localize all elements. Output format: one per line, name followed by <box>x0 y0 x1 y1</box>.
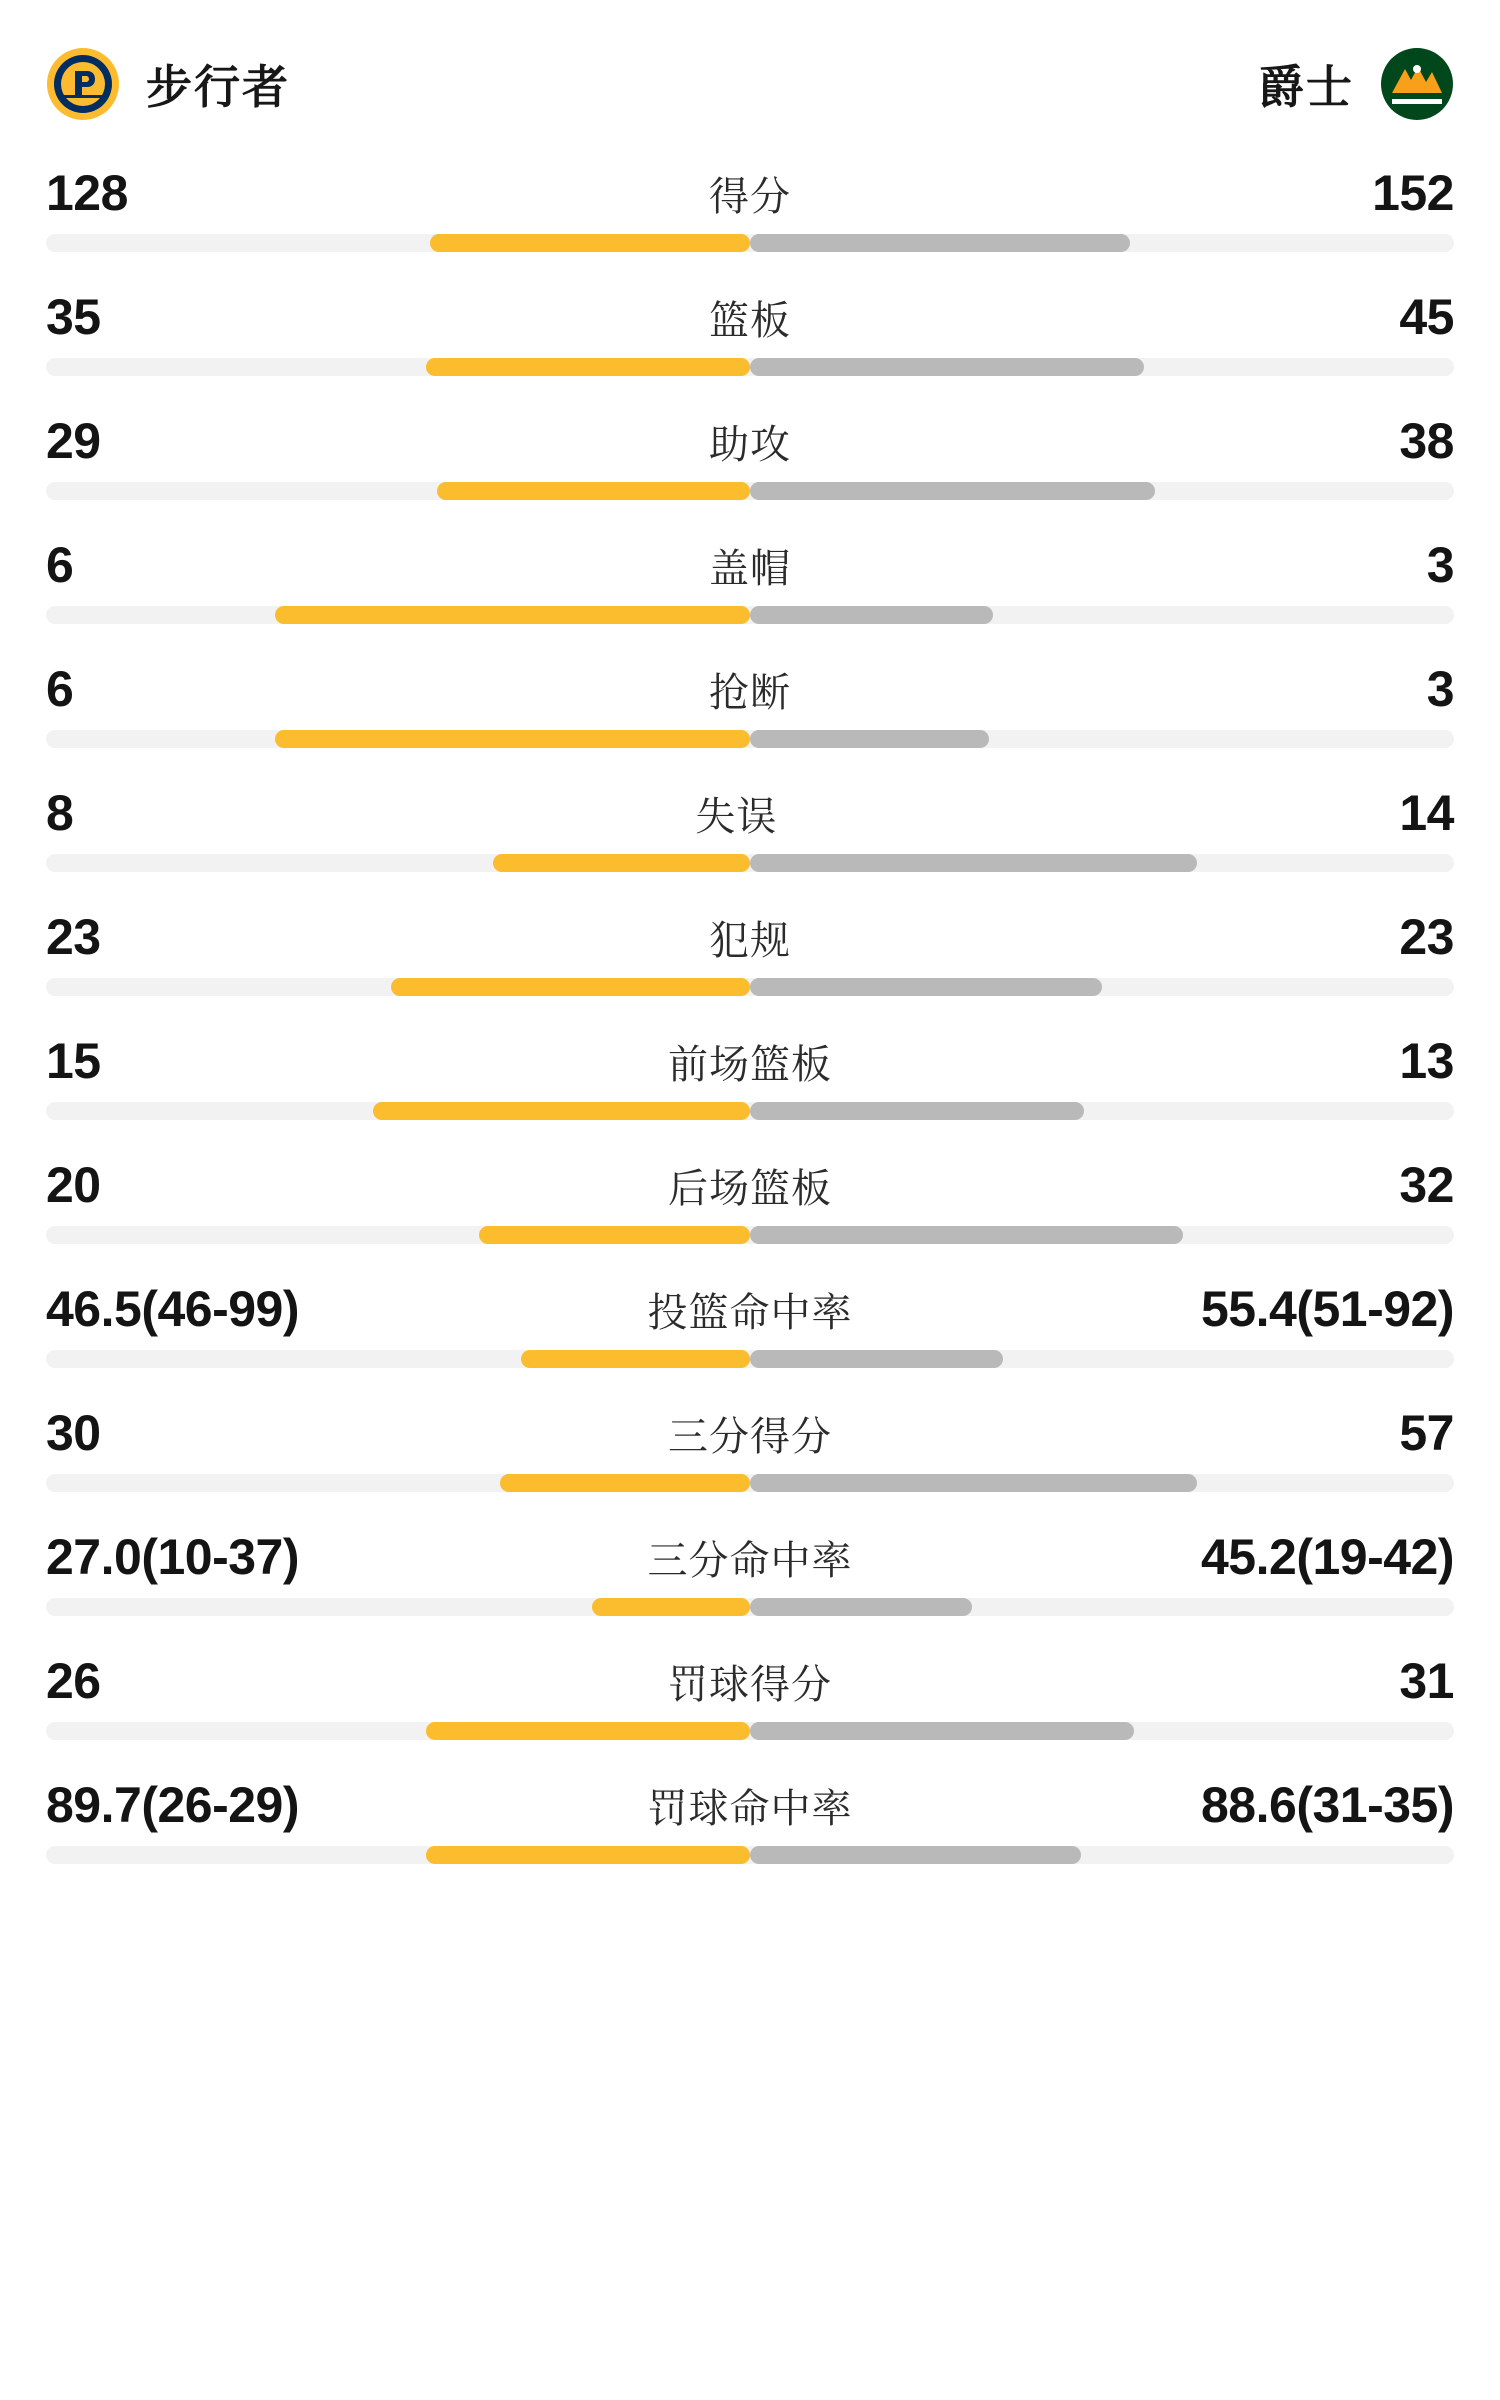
stat-values <box>46 1520 1454 1594</box>
home-bar-fill <box>479 1226 750 1244</box>
home-team-name: 步行者 <box>146 61 290 113</box>
home-stat-value: 29 <box>46 413 101 469</box>
home-stat-value: 6 <box>46 537 74 593</box>
stat-bar-track <box>46 1102 1454 1120</box>
away-bar-half <box>750 1226 1454 1244</box>
away-bar-half <box>750 1102 1454 1120</box>
away-stat-value: 152 <box>1372 165 1454 221</box>
away-bar-fill <box>750 234 1130 252</box>
home-bar-half <box>46 1598 750 1616</box>
away-bar-half <box>750 358 1454 376</box>
away-bar-half <box>750 978 1454 996</box>
away-bar-fill <box>750 1350 1003 1368</box>
stat-label: 助攻 <box>709 423 791 467</box>
stat-row <box>46 1266 1454 1368</box>
away-stat-value: 13 <box>1399 1033 1454 1089</box>
home-bar-fill <box>373 1102 750 1120</box>
home-bar-half <box>46 1846 750 1864</box>
stat-bar-track <box>46 730 1454 748</box>
away-stat-value: 32 <box>1399 1157 1454 1213</box>
stat-row <box>46 274 1454 376</box>
home-stat-value: 26 <box>46 1653 101 1709</box>
home-bar-fill <box>437 482 750 500</box>
home-bar-fill <box>493 854 750 872</box>
away-team-name: 爵士 <box>1258 61 1354 113</box>
stat-bar-track <box>46 1846 1454 1864</box>
away-bar-half <box>750 1722 1454 1740</box>
home-stat-value: 20 <box>46 1157 101 1213</box>
away-stat-value: 31 <box>1399 1653 1454 1709</box>
stat-row <box>46 1514 1454 1616</box>
stat-label: 篮板 <box>709 299 791 343</box>
stat-bar-track <box>46 1598 1454 1616</box>
away-bar-fill <box>750 854 1197 872</box>
stat-label: 后场篮板 <box>668 1167 832 1211</box>
stat-bar-track <box>46 1722 1454 1740</box>
away-stat-value: 23 <box>1399 909 1454 965</box>
stat-values <box>46 280 1454 354</box>
home-bar-half <box>46 730 750 748</box>
teams-header <box>46 28 1454 140</box>
away-stat-value: 38 <box>1399 413 1454 469</box>
stat-row <box>46 1762 1454 1864</box>
home-bar-fill <box>500 1474 750 1492</box>
stat-bar-track <box>46 1474 1454 1492</box>
home-stat-value: 128 <box>46 165 128 221</box>
stat-label: 得分 <box>709 175 791 219</box>
stat-row <box>46 1142 1454 1244</box>
stat-values <box>46 1768 1454 1842</box>
away-bar-fill <box>750 730 989 748</box>
home-team[interactable] <box>46 47 290 121</box>
stat-row <box>46 1638 1454 1740</box>
home-stat-value: 35 <box>46 289 101 345</box>
stat-values <box>46 528 1454 602</box>
away-bar-fill <box>750 358 1144 376</box>
stat-label: 投篮命中率 <box>647 1291 853 1335</box>
stat-row <box>46 150 1454 252</box>
home-bar-half <box>46 482 750 500</box>
stat-values <box>46 1024 1454 1098</box>
stat-label: 前场篮板 <box>668 1043 832 1087</box>
away-bar-half <box>750 606 1454 624</box>
home-bar-half <box>46 358 750 376</box>
stat-row <box>46 646 1454 748</box>
away-bar-fill <box>750 1846 1081 1864</box>
stat-bar-track <box>46 854 1454 872</box>
stat-row <box>46 1390 1454 1492</box>
stat-label: 三分命中率 <box>647 1539 853 1583</box>
home-bar-fill <box>521 1350 750 1368</box>
away-stat-value: 3 <box>1426 661 1454 717</box>
home-bar-half <box>46 1102 750 1120</box>
home-bar-fill <box>426 1722 750 1740</box>
home-bar-fill <box>592 1598 750 1616</box>
stat-label: 罚球得分 <box>668 1663 832 1707</box>
away-bar-half <box>750 1350 1454 1368</box>
stat-row <box>46 894 1454 996</box>
stat-label: 罚球命中率 <box>647 1787 853 1831</box>
stat-label: 犯规 <box>709 919 791 963</box>
away-bar-half <box>750 1474 1454 1492</box>
stat-values <box>46 156 1454 230</box>
home-stat-value: 23 <box>46 909 101 965</box>
home-bar-half <box>46 606 750 624</box>
away-stat-value: 57 <box>1399 1405 1454 1461</box>
home-bar-fill <box>391 978 750 996</box>
away-bar-half <box>750 234 1454 252</box>
away-bar-half <box>750 482 1454 500</box>
away-stat-value: 45 <box>1399 289 1454 345</box>
home-bar-half <box>46 978 750 996</box>
away-bar-half <box>750 1598 1454 1616</box>
stat-values <box>46 1644 1454 1718</box>
stat-bar-track <box>46 1350 1454 1368</box>
stat-row <box>46 398 1454 500</box>
away-bar-fill <box>750 482 1155 500</box>
stat-label: 失误 <box>695 795 778 839</box>
away-bar-fill <box>750 1598 972 1616</box>
stat-label: 三分得分 <box>668 1415 832 1459</box>
away-stat-value: 14 <box>1399 785 1454 841</box>
away-stat-value: 55.4(51-92) <box>1201 1281 1454 1337</box>
stat-bar-track <box>46 234 1454 252</box>
away-team[interactable] <box>1258 47 1454 121</box>
stat-values <box>46 900 1454 974</box>
home-stat-value: 46.5(46-99) <box>46 1281 299 1337</box>
away-bar-fill <box>750 606 993 624</box>
home-stat-value: 15 <box>46 1033 101 1089</box>
home-stat-value: 30 <box>46 1405 101 1461</box>
away-stat-value: 45.2(19-42) <box>1201 1529 1454 1585</box>
stat-values <box>46 776 1454 850</box>
home-bar-fill <box>275 606 750 624</box>
home-bar-half <box>46 234 750 252</box>
stat-bar-track <box>46 978 1454 996</box>
pacers-logo-icon <box>46 47 120 121</box>
stat-row <box>46 770 1454 872</box>
away-stat-value: 88.6(31-35) <box>1201 1777 1454 1833</box>
away-bar-half <box>750 730 1454 748</box>
away-bar-half <box>750 1846 1454 1864</box>
home-bar-fill <box>430 234 750 252</box>
stat-label: 抢断 <box>709 671 791 715</box>
stat-values <box>46 1396 1454 1470</box>
stat-bar-track <box>46 606 1454 624</box>
home-stat-value: 8 <box>46 785 74 841</box>
stat-bar-track <box>46 1226 1454 1244</box>
home-bar-fill <box>426 358 750 376</box>
home-bar-fill <box>275 730 750 748</box>
home-stat-value: 89.7(26-29) <box>46 1777 299 1833</box>
stat-label: 盖帽 <box>709 547 791 591</box>
away-bar-fill <box>750 1226 1183 1244</box>
away-bar-fill <box>750 978 1102 996</box>
home-stat-value: 27.0(10-37) <box>46 1529 299 1585</box>
home-stat-value: 6 <box>46 661 74 717</box>
stat-row <box>46 1018 1454 1120</box>
stat-values <box>46 652 1454 726</box>
away-stat-value: 3 <box>1426 537 1454 593</box>
home-bar-half <box>46 854 750 872</box>
stat-values <box>46 1148 1454 1222</box>
home-bar-half <box>46 1474 750 1492</box>
home-bar-fill <box>426 1846 750 1864</box>
jazz-logo-icon <box>1380 47 1454 121</box>
home-bar-half <box>46 1226 750 1244</box>
stat-row <box>46 522 1454 624</box>
stat-values <box>46 1272 1454 1346</box>
stat-bar-track <box>46 482 1454 500</box>
stats-list <box>46 150 1454 1864</box>
away-bar-fill <box>750 1474 1197 1492</box>
stat-values <box>46 404 1454 478</box>
away-bar-fill <box>750 1722 1134 1740</box>
stat-bar-track <box>46 358 1454 376</box>
home-bar-half <box>46 1350 750 1368</box>
away-bar-half <box>750 854 1454 872</box>
home-bar-half <box>46 1722 750 1740</box>
away-bar-fill <box>750 1102 1084 1120</box>
